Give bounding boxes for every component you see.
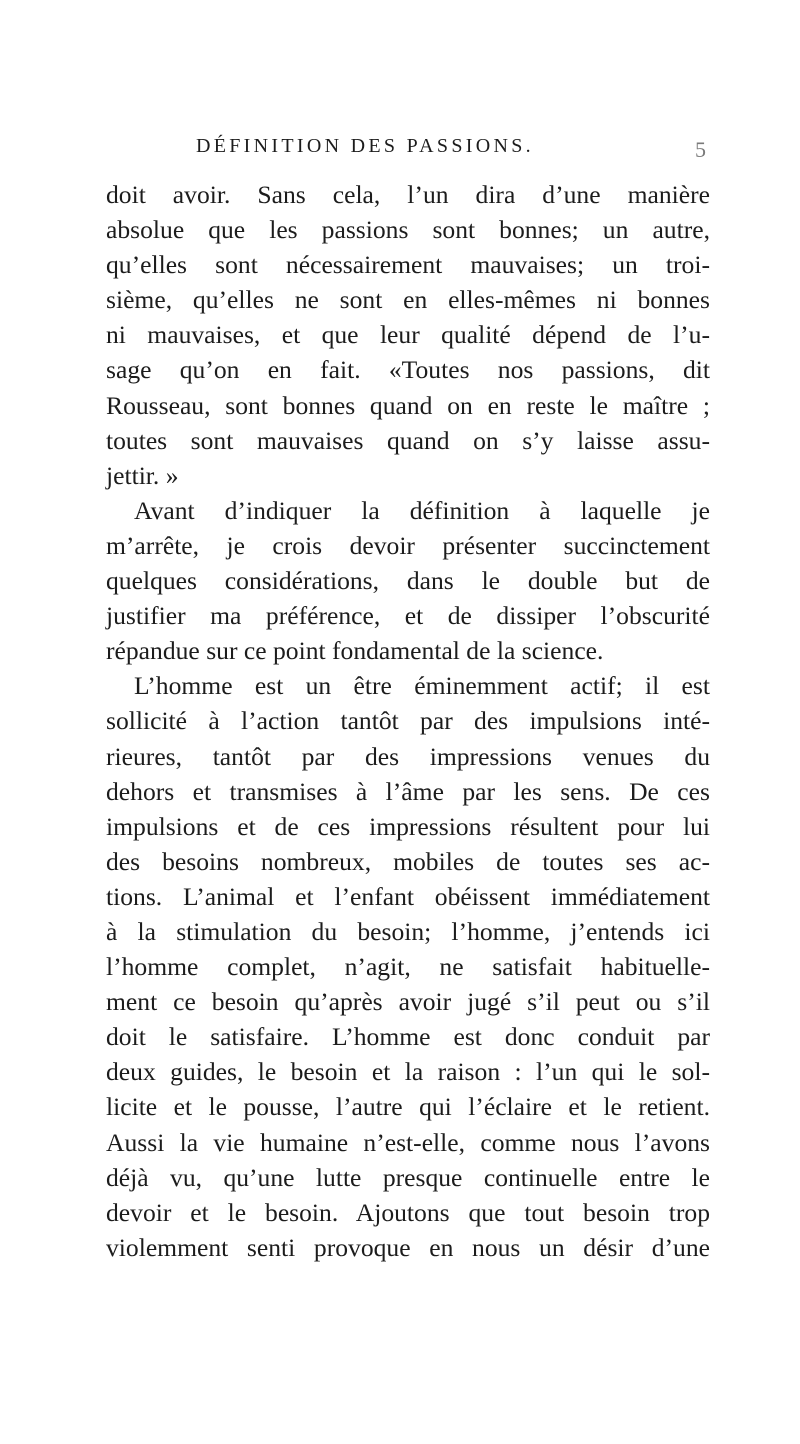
text-line: à la stimulation du besoin; l’homme, j’entends ici — [106, 916, 710, 946]
text-line: violemment senti provoque en nous un désir d’une — [106, 1232, 710, 1262]
text-line: sième, qu’elles ne sont en elles-mêmes ni bonnes — [106, 285, 710, 315]
paragraph-definition-intro — [106, 493, 710, 668]
text-line: dehors et transmises à l’âme par les sens. De ces — [106, 776, 710, 806]
text-line: ment ce besoin qu’après avoir jugé s’il peut ou s’il — [106, 987, 710, 1017]
text-line: quelques considérations, dans le double but de — [106, 566, 710, 596]
text-line: Avant d’indiquer la définition à laquelle je — [134, 495, 710, 525]
text-line: doit avoir. Sans cela, l’un dira d’une manière — [106, 180, 710, 209]
text-line: deux guides, le besoin et la raison : l’un qui le sol- — [106, 1057, 710, 1087]
text-line: doit le satisfaire. L’homme est donc conduit par — [106, 1022, 710, 1052]
paragraph-homme-actif — [106, 668, 710, 1265]
text-line: impulsions et de ces impressions résultent pour lui — [106, 811, 710, 841]
text-line: justifier ma préférence, et de dissiper l’obscurité — [106, 601, 710, 631]
running-title: DÉFINITION DES PASSIONS. — [196, 135, 534, 157]
text-line: qu’elles sont nécessairement mauvaises; un troi- — [106, 250, 710, 280]
text-line: sage qu’on en fait. «Toutes nos passions, dit — [106, 355, 710, 385]
text-line: sollicité à l’action tantôt par des impulsions inté- — [106, 706, 710, 736]
text-line: m’arrête, je crois devoir présenter succinctement — [106, 530, 710, 560]
body-text — [106, 177, 710, 1265]
running-head — [196, 135, 706, 169]
paragraph-continuation — [106, 177, 710, 493]
text-line: Aussi la vie humaine n’est-elle, comme nous l’avons — [106, 1127, 710, 1157]
text-line: toutes sont mauvaises quand on s’y laisse assu- — [106, 425, 710, 455]
text-line: répandue sur ce point fondamental de la science. — [106, 636, 604, 666]
text-line: devoir et le besoin. Ajoutons que tout besoin trop — [106, 1197, 710, 1227]
text-line: tions. L’animal et l’enfant obéissent immédiatement — [106, 881, 710, 911]
text-line: absolue que les passions sont bonnes; un autre, — [106, 215, 710, 245]
text-line: jettir. » — [106, 460, 179, 490]
text-line: ni mauvaises, et que leur qualité dépend de l’u- — [106, 320, 710, 350]
text-line: licite et le pousse, l’autre qui l’éclaire et le retient. — [106, 1092, 710, 1122]
text-line: déjà vu, qu’une lutte presque continuelle entre le — [106, 1162, 710, 1192]
text-line: Rousseau, sont bonnes quand on en reste le maître ; — [106, 390, 710, 420]
text-line: des besoins nombreux, mobiles de toutes ses ac- — [106, 846, 710, 876]
text-line: rieures, tantôt par des impressions venues du — [106, 741, 710, 771]
text-line: L’homme est un être éminemment actif; il est — [134, 671, 710, 701]
text-line: l’homme complet, n’agit, ne satisfait habituelle- — [106, 952, 710, 982]
page-number: 5 — [695, 137, 706, 162]
